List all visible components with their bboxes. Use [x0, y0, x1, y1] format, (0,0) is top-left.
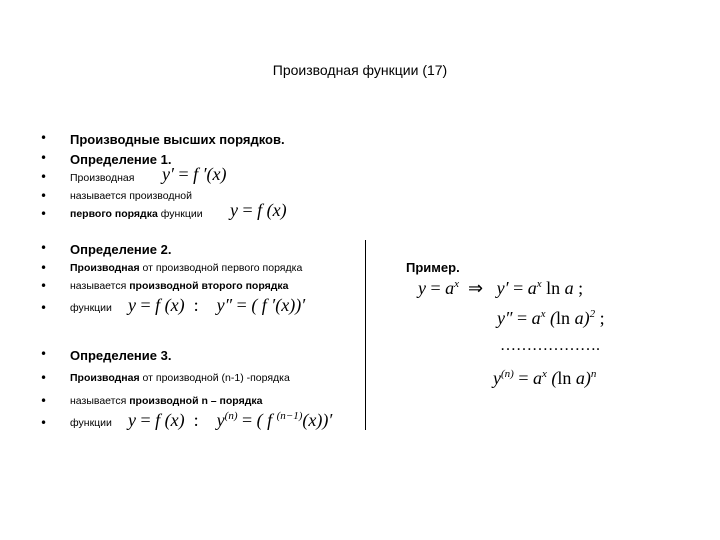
def2-text-line [70, 280, 289, 292]
text-span: от производной первого порядка [139, 262, 303, 274]
example-formula-nth: $y^{(n)} = a^x$ (ln a)$^n$ [493, 368, 597, 388]
bullet-dot: • [40, 394, 48, 408]
bullet-dot: • [40, 301, 48, 315]
term-nth-order: производной [129, 395, 199, 407]
example-label: Пример. [406, 260, 460, 275]
formula-nth-derivative: y = f (x) : $y^{(n)}$ = ( f $^{(n-1)}$(x))′ [128, 410, 333, 430]
bullet-dot: • [40, 371, 48, 385]
ln-text: ln [557, 368, 572, 388]
text-span: называется [70, 280, 130, 292]
def1-text-line: Производная [70, 172, 135, 184]
bullet-dot: • [40, 416, 48, 430]
text-span: n – порядка [198, 395, 263, 407]
example-formula-2: $y'' = a^x$ (ln a)$^2$ ; [497, 308, 605, 328]
bullet-dot: • [40, 207, 48, 221]
column-divider [365, 240, 366, 430]
term-first-order: первого порядка [70, 208, 158, 220]
page-title: Производная функции (17) [272, 62, 448, 78]
heading-higher-order: Производные высших порядков. [70, 132, 285, 147]
definition-1-label: Определение 1. [70, 152, 172, 167]
example-formula-1: $y = a^x$ ⇒ $y' = a^x$ ln a ; [418, 278, 584, 298]
bullet-dot: • [40, 189, 48, 203]
term-derivative: Производная [70, 372, 140, 384]
text-span: от производной (n-1) -порядка [139, 372, 290, 384]
def3-text-line [70, 372, 290, 384]
def2-text-line [70, 262, 302, 274]
definition-2-label: Определение 2. [70, 242, 172, 257]
bullet-dot: • [40, 261, 48, 275]
term-derivative: Производная [70, 262, 140, 274]
formula-function: y = f (x) : y″ = ( f ′(x))′ [128, 295, 306, 315]
def2-text-line: функции [70, 302, 112, 314]
formula-function: y = f (x) [230, 200, 287, 220]
ln-text: ln [556, 308, 571, 328]
definition-3-label: Определение 3. [70, 348, 172, 363]
def1-text-line [70, 208, 203, 220]
bullet-dot: • [40, 279, 48, 293]
def1-text-line: называется производной [70, 190, 192, 202]
ellipsis-dots: ………………. [500, 337, 600, 354]
text-span: называется [70, 395, 130, 407]
bullet-dot: • [40, 151, 48, 165]
def3-text-line [70, 395, 262, 407]
bullet-dot: • [40, 131, 48, 145]
formula-first-derivative: y′ = f ′(x) [162, 164, 227, 184]
bullet-dot: • [40, 347, 48, 361]
def3-text-line: функции [70, 417, 112, 429]
ln-text: ln [546, 278, 561, 298]
term-second-order: производной второго порядка [129, 280, 289, 292]
text-span: функции [157, 208, 203, 220]
bullet-dot: • [40, 241, 48, 255]
bullet-dot: • [40, 170, 48, 184]
